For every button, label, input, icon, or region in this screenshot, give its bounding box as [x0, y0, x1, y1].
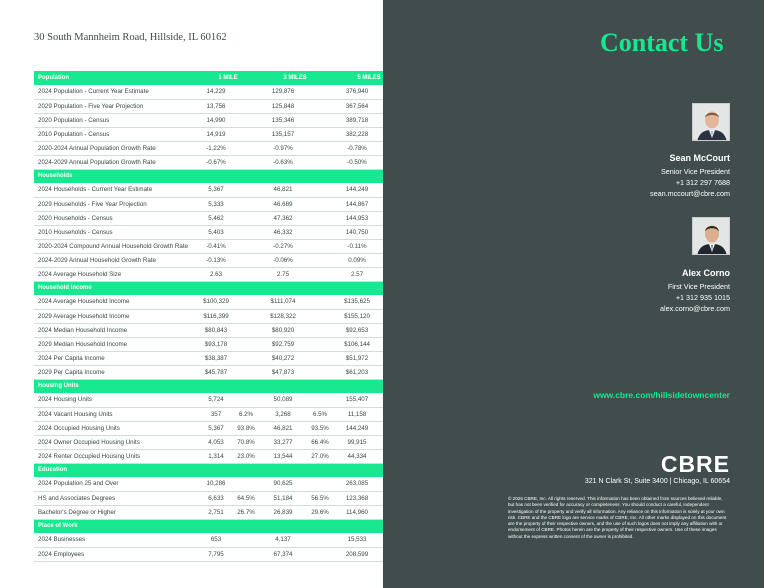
row-label: 2029 Average Household Income: [34, 309, 198, 323]
cell-percent: [234, 183, 258, 197]
cell-value: 14,919: [198, 127, 234, 141]
cell-percent: [234, 85, 258, 99]
cell-value: $61,203: [332, 365, 382, 379]
cell-percent: [308, 197, 332, 211]
cell-percent: [234, 393, 258, 407]
cell-value: -0.63%: [258, 155, 308, 169]
cell-percent: [234, 309, 258, 323]
cell-percent: [234, 239, 258, 253]
cell-percent: [234, 477, 258, 491]
row-label: 2010 Population - Census: [34, 127, 198, 141]
cell-value: 0.09%: [332, 253, 382, 267]
cell-value: 51,184: [258, 491, 308, 505]
cell-value: 3,268: [258, 407, 308, 421]
cell-value: $93,178: [198, 337, 234, 351]
cell-value: -1.22%: [198, 141, 234, 155]
row-label: HS and Associates Degrees: [34, 491, 198, 505]
cell-value: 123,368: [332, 491, 382, 505]
cell-value: 13,544: [258, 449, 308, 463]
row-label: 2029 Per Capita Income: [34, 365, 198, 379]
cell-value: 2.63: [198, 267, 234, 281]
cell-percent: [234, 155, 258, 169]
cell-value: -0.41%: [198, 239, 234, 253]
cell-percent: [308, 323, 332, 337]
cell-value: 129,876: [258, 85, 308, 99]
row-label: 2020-2024 Annual Population Growth Rate: [34, 141, 198, 155]
row-label: 2024 Per Capita Income: [34, 351, 198, 365]
cell-percent: [234, 127, 258, 141]
cell-percent: [234, 351, 258, 365]
cell-value: 114,960: [332, 505, 382, 519]
cell-percent: [234, 99, 258, 113]
cell-value: -0.78%: [332, 141, 382, 155]
agent-card-alex-corno: [530, 268, 730, 314]
cell-percent: [308, 351, 332, 365]
cell-percent: [308, 267, 332, 281]
cell-value: 367,564: [332, 99, 382, 113]
row-label: 2024-2029 Annual Household Growth Rate: [34, 253, 198, 267]
cell-value: $135,625: [332, 295, 382, 309]
row-label: 2024 Employees: [34, 547, 198, 561]
cell-value: -0.11%: [332, 239, 382, 253]
row-label: 2020-2024 Compound Annual Household Growth Rate: [34, 239, 198, 253]
office-address: 321 N Clark St, Suite 3400 | Chicago, IL 60654: [584, 478, 730, 485]
cell-percent: [234, 211, 258, 225]
cell-value: $100,329: [198, 295, 234, 309]
cell-value: 14,990: [198, 113, 234, 127]
property-address: 30 South Mannheim Road, Hillside, IL 60162: [34, 32, 227, 43]
cell-value: -0.50%: [332, 155, 382, 169]
website-link[interactable]: www.cbre.com/hillsidetowncenter: [593, 390, 730, 400]
cell-percent: [308, 295, 332, 309]
cell-value: 44,334: [332, 449, 382, 463]
agent-photo-sean-mccourt: [692, 103, 730, 141]
column-header: [258, 169, 332, 183]
cell-value: 13,756: [198, 99, 234, 113]
column-header: 5 MILES: [332, 71, 406, 85]
cell-percent: [308, 533, 332, 547]
row-label: 2024 Businesses: [34, 533, 198, 547]
cell-percent: [234, 197, 258, 211]
cell-value: $106,144: [332, 337, 382, 351]
row-label: 2024 Occupied Housing Units: [34, 421, 198, 435]
cell-value: 144,249: [332, 421, 382, 435]
cell-value: -0.13%: [198, 253, 234, 267]
cell-percent: 93.8%: [234, 421, 258, 435]
cell-value: 382,228: [332, 127, 382, 141]
cell-value: 5,367: [198, 183, 234, 197]
column-header: [258, 281, 332, 295]
column-header: [258, 463, 332, 477]
cell-value: 46,821: [258, 183, 308, 197]
agent-name: Sean McCourt: [669, 153, 730, 163]
row-label: 2024 Median Household Income: [34, 323, 198, 337]
cell-percent: [308, 211, 332, 225]
row-label: 2024 Renter Occupied Housing Units: [34, 449, 198, 463]
row-label: 2029 Households - Five Year Projection: [34, 197, 198, 211]
row-label: 2024 Population 25 and Over: [34, 477, 198, 491]
cell-percent: [308, 393, 332, 407]
contact-title: Contact Us: [600, 28, 724, 57]
section-title: Education: [34, 463, 198, 477]
cell-value: 46,821: [258, 421, 308, 435]
cell-value: 99,915: [332, 435, 382, 449]
cell-value: $80,920: [258, 323, 308, 337]
cell-value: 135,346: [258, 113, 308, 127]
cell-percent: [308, 99, 332, 113]
row-label: 2024 Average Household Income: [34, 295, 198, 309]
cell-value: 135,157: [258, 127, 308, 141]
section-title: Household Income: [34, 281, 198, 295]
cell-value: 2.75: [258, 267, 308, 281]
cell-percent: [234, 295, 258, 309]
cell-value: 155,407: [332, 393, 382, 407]
cell-value: 144,249: [332, 183, 382, 197]
agent-phone[interactable]: +1 312 297 7688: [675, 178, 730, 187]
row-label: 2029 Median Household Income: [34, 337, 198, 351]
row-label: 2020 Population - Census: [34, 113, 198, 127]
cell-value: 6,633: [198, 491, 234, 505]
row-label: 2029 Population - Five Year Projection: [34, 99, 198, 113]
row-label: 2024 Average Household Size: [34, 267, 198, 281]
cell-value: 376,940: [332, 85, 382, 99]
cell-value: 140,750: [332, 225, 382, 239]
cell-percent: [308, 225, 332, 239]
cell-value: 2,751: [198, 505, 234, 519]
agent-photo-alex-corno: [692, 217, 730, 255]
cell-percent: [308, 309, 332, 323]
cell-value: 11,158: [332, 407, 382, 421]
cell-value: 125,848: [258, 99, 308, 113]
cell-value: $51,972: [332, 351, 382, 365]
row-label: 2024 Vacant Housing Units: [34, 407, 198, 421]
cell-value: 263,085: [332, 477, 382, 491]
section-title: Housing Units: [34, 379, 198, 393]
cell-value: 33,277: [258, 435, 308, 449]
cell-percent: [234, 225, 258, 239]
cell-percent: 70.8%: [234, 435, 258, 449]
agent-role: Senior Vice President: [661, 167, 730, 176]
cell-percent: 66.4%: [308, 435, 332, 449]
cell-value: 50,089: [258, 393, 308, 407]
agent-email[interactable]: sean.mccourt@cbre.com: [650, 189, 730, 198]
cell-percent: [234, 267, 258, 281]
row-label: 2024 Population - Current Year Estimate: [34, 85, 198, 99]
section-title: Place of Work: [34, 519, 198, 533]
legal-disclaimer: © 2025 CBRE, Inc. All rights reserved. This information has been obtained from sources believed reliable, but has not been verified for accuracy or completeness. You should conduct a careful, independent investigation of the property and verify all information. Any reliance on this information is solely at your own risk. CBRE and the CBRE logo are service marks of CBRE, Inc. All other marks displayed on this document are the property of their respective owners, and the use of such logos does not imply any affiliation with or endorsement of CBRE. Photos herein are the property of their respective owners. Use of these images without the express written consent of the owner is prohibited.: [508, 496, 727, 539]
cell-percent: 26.7%: [234, 505, 258, 519]
column-header: [198, 169, 258, 183]
cell-value: 5,367: [198, 421, 234, 435]
cell-value: -0.06%: [258, 253, 308, 267]
cell-percent: [308, 239, 332, 253]
cell-percent: [234, 337, 258, 351]
cell-percent: 23.0%: [234, 449, 258, 463]
cell-value: 5,403: [198, 225, 234, 239]
agent-role: First Vice President: [667, 282, 730, 291]
cell-percent: [308, 477, 332, 491]
cell-value: 5,462: [198, 211, 234, 225]
cell-value: -0.67%: [198, 155, 234, 169]
column-header: [258, 519, 332, 533]
cell-percent: [234, 547, 258, 561]
cell-value: 653: [198, 533, 234, 547]
cell-percent: 56.5%: [308, 491, 332, 505]
cell-percent: [234, 141, 258, 155]
cell-value: 26,839: [258, 505, 308, 519]
row-label: 2024 Households - Current Year Estimate: [34, 183, 198, 197]
cell-value: 208,599: [332, 547, 382, 561]
cell-value: $92,759: [258, 337, 308, 351]
cell-percent: [234, 365, 258, 379]
agent-phone[interactable]: +1 312 935 1015: [675, 293, 730, 302]
cell-value: $111,074: [258, 295, 308, 309]
agent-name: Alex Corno: [681, 268, 730, 278]
cell-value: $128,322: [258, 309, 308, 323]
cell-value: 90,625: [258, 477, 308, 491]
cell-percent: [308, 183, 332, 197]
cell-value: 7,795: [198, 547, 234, 561]
cell-value: 15,533: [332, 533, 382, 547]
column-header: 3 MILES: [258, 71, 332, 85]
cell-value: 67,374: [258, 547, 308, 561]
cell-value: 1,314: [198, 449, 234, 463]
cell-percent: 93.5%: [308, 421, 332, 435]
cell-percent: [234, 323, 258, 337]
row-label: 2010 Households - Census: [34, 225, 198, 239]
cell-percent: [308, 337, 332, 351]
agent-card-sean-mccourt: [530, 153, 730, 199]
cell-percent: [308, 155, 332, 169]
cell-value: 357: [198, 407, 234, 421]
cell-value: 47,362: [258, 211, 308, 225]
cell-value: 389,718: [332, 113, 382, 127]
section-title: Households: [34, 169, 198, 183]
column-header: [258, 379, 332, 393]
cell-percent: [308, 365, 332, 379]
cell-percent: 6.2%: [234, 407, 258, 421]
row-label: 2024-2029 Annual Population Growth Rate: [34, 155, 198, 169]
cell-percent: [234, 253, 258, 267]
column-header: [198, 463, 258, 477]
cell-value: $47,873: [258, 365, 308, 379]
agent-email[interactable]: alex.corno@cbre.com: [659, 304, 730, 313]
cell-percent: [234, 113, 258, 127]
cell-value: $38,387: [198, 351, 234, 365]
cell-value: 10,286: [198, 477, 234, 491]
row-label: Bachelor's Degree or Higher: [34, 505, 198, 519]
cell-percent: [308, 547, 332, 561]
cell-value: 14,229: [198, 85, 234, 99]
cell-value: -0.27%: [258, 239, 308, 253]
cell-percent: 6.5%: [308, 407, 332, 421]
cell-percent: [308, 253, 332, 267]
column-header: [198, 519, 258, 533]
cell-value: 46,689: [258, 197, 308, 211]
row-label: 2024 Owner Occupied Housing Units: [34, 435, 198, 449]
cell-percent: 29.6%: [308, 505, 332, 519]
column-header: 1 MILE: [198, 71, 258, 85]
cell-value: 5,724: [198, 393, 234, 407]
cell-value: 4,053: [198, 435, 234, 449]
cell-percent: 27.0%: [308, 449, 332, 463]
row-label: 2024 Housing Units: [34, 393, 198, 407]
cell-percent: [234, 533, 258, 547]
cell-percent: 64.5%: [234, 491, 258, 505]
cell-percent: [308, 85, 332, 99]
cell-value: $80,843: [198, 323, 234, 337]
cell-value: -0.97%: [258, 141, 308, 155]
column-header: [198, 379, 258, 393]
cell-value: $155,120: [332, 309, 382, 323]
cell-value: 2.57: [332, 267, 382, 281]
cbre-logo: CBRE: [660, 451, 730, 477]
cell-percent: [308, 113, 332, 127]
section-title: Population: [34, 71, 198, 85]
cell-value: $45,787: [198, 365, 234, 379]
cell-value: 144,953: [332, 211, 382, 225]
column-header: [198, 281, 258, 295]
cell-value: $40,272: [258, 351, 308, 365]
cell-value: 4,137: [258, 533, 308, 547]
cell-value: 144,867: [332, 197, 382, 211]
cell-value: $92,653: [332, 323, 382, 337]
cell-value: 5,333: [198, 197, 234, 211]
row-label: 2020 Households - Census: [34, 211, 198, 225]
cell-percent: [308, 141, 332, 155]
cell-percent: [308, 127, 332, 141]
cell-value: $116,399: [198, 309, 234, 323]
cell-value: 46,332: [258, 225, 308, 239]
